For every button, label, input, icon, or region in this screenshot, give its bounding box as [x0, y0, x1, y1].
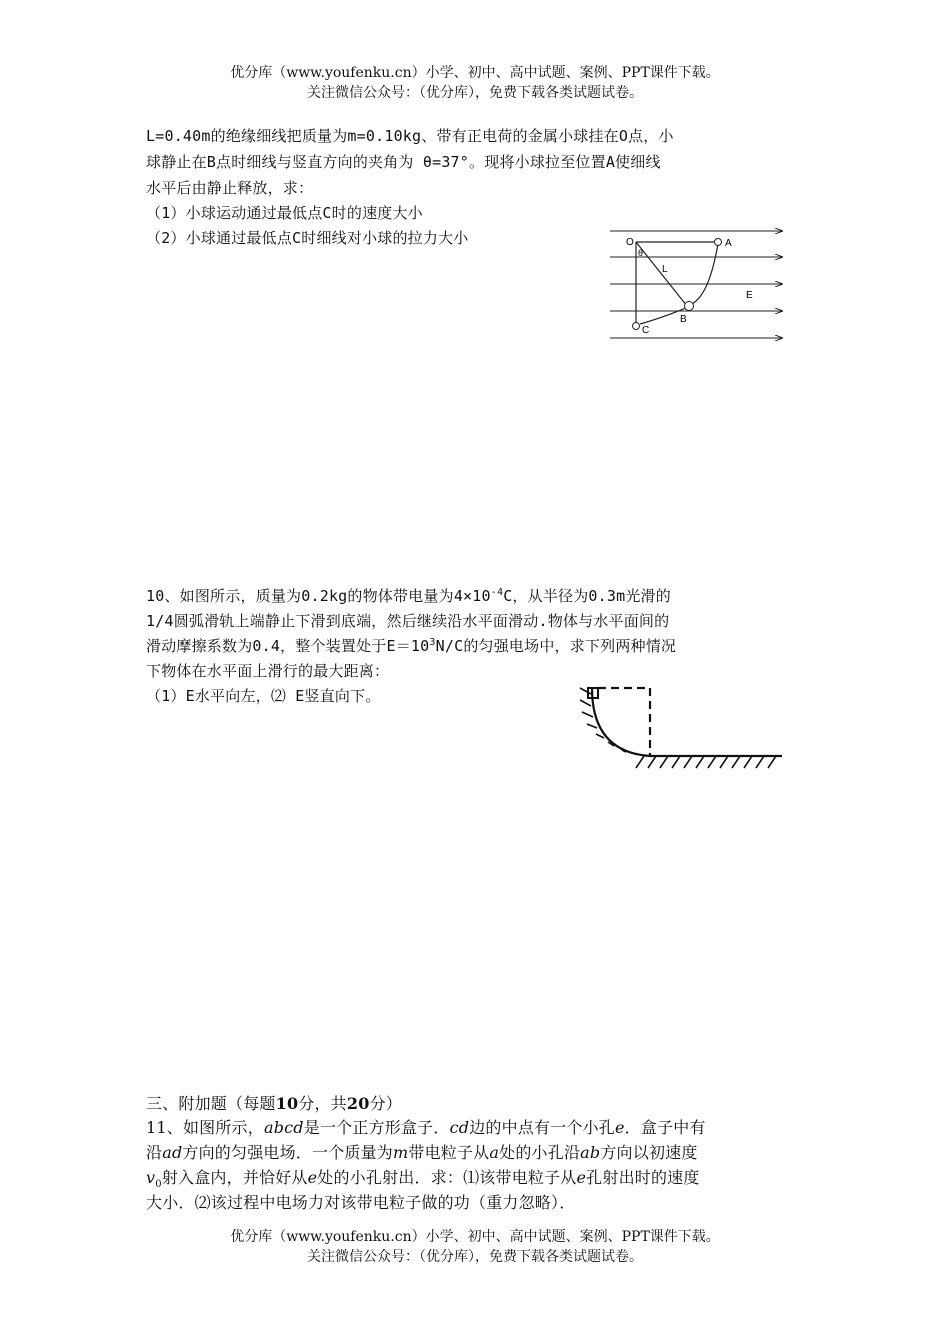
- footer-line-1: 优分库（www.youfenku.cn）小学、初中、高中试题、案例、PPT课件下载。: [230, 1229, 720, 1245]
- label-a: A: [725, 238, 732, 249]
- q9-line-1: L=0.40m的绝缘细线把质量为m=0.10kg、带有正电荷的金属小球挂在O点，小: [146, 127, 674, 145]
- label-theta: θ: [638, 248, 644, 258]
- label-c: C: [642, 325, 650, 336]
- q9-subquestion-2: （2）小球通过最低点C时细线对小球的拉力大小: [146, 229, 469, 247]
- hatch: [582, 712, 593, 717]
- hatch: [587, 724, 597, 728]
- hatch: [636, 756, 644, 768]
- q9-line-2: 球静止在B点时细线与竖直方向的夹角为 θ=37°。现将小球拉至位置A使细线: [146, 153, 661, 171]
- section-3-title: 三、附加题（每题10分，共20分）: [146, 1094, 402, 1113]
- q10-line-2: 1/4圆弧滑轨上端静止下滑到底端，然后继续沿水平面滑动.物体与水平面间的: [146, 612, 670, 630]
- hatch: [768, 756, 776, 768]
- header-line-1: 优分库（www.youfenku.cn）小学、初中、高中试题、案例、PPT课件下载。: [230, 65, 720, 81]
- hatch: [696, 756, 704, 768]
- ground-hatching: [636, 756, 776, 768]
- hatch: [672, 756, 680, 768]
- hatch: [648, 756, 656, 768]
- q9-line-3: 水平后由静止释放，求：: [146, 179, 314, 197]
- hatch: [580, 700, 591, 706]
- label-b: B: [680, 314, 687, 325]
- q11-line-1: 11、如图所示，abcd是一个正方形盒子．cd边的中点有一个小孔e．盒子中有: [146, 1118, 706, 1137]
- hatch: [744, 756, 752, 768]
- q11-line-2: 沿ad方向的匀强电场．一个质量为m带电粒子从a处的小孔沿ab方向以初速度: [146, 1143, 698, 1162]
- arc-hatching: [580, 688, 626, 752]
- hatch: [720, 756, 728, 768]
- ball-c: [633, 323, 640, 330]
- quarter-arc-figure: [572, 680, 792, 772]
- footer-line-2: 关注微信公众号：（优分库），免费下载各类试题试卷。: [307, 1249, 643, 1265]
- ball-a: [715, 239, 722, 246]
- q10-line-1: 10、如图所示，质量为0.2kg的物体带电量为$4\times 10^{-4}C$，从半径为0.3m光滑的: [146, 587, 671, 605]
- header-line-2: 关注微信公众号：（优分库），免费下载各类试题试卷。: [307, 85, 643, 101]
- q10-line-4: 下物体在水平面上滑行的最大距离：: [146, 662, 390, 680]
- q10-line-5: （1）E水平向左，⑵ E竖直向下。: [146, 687, 381, 705]
- q9-subquestion-1: （1）小球运动通过最低点C时的速度大小: [146, 204, 423, 222]
- hatch: [756, 756, 764, 768]
- hatch: [708, 756, 716, 768]
- label-o: O: [626, 237, 634, 248]
- ball-b: [685, 302, 694, 311]
- hatch: [660, 756, 668, 768]
- trajectory-curve: [688, 244, 718, 306]
- hatch: [684, 756, 692, 768]
- pendulum-figure: [600, 222, 800, 350]
- q11-line-4: 大小．⑵该过程中电场力对该带电粒子做的功（重力忽略）．: [146, 1193, 576, 1212]
- label-e: E: [746, 290, 753, 301]
- hatch: [596, 734, 604, 738]
- hatch: [732, 756, 740, 768]
- label-l: L: [662, 264, 668, 275]
- q11-line-3: $v_0$射入盒内，并恰好从e处的小孔射出．求：⑴该带电粒子从e孔射出时的速度: [146, 1168, 700, 1191]
- arc-track: [592, 688, 650, 756]
- q10-line-3: 滑动摩擦系数为0.4，整个装置处于$E=10^3N/C$的匀强电场中，求下列两种情况: [146, 637, 677, 655]
